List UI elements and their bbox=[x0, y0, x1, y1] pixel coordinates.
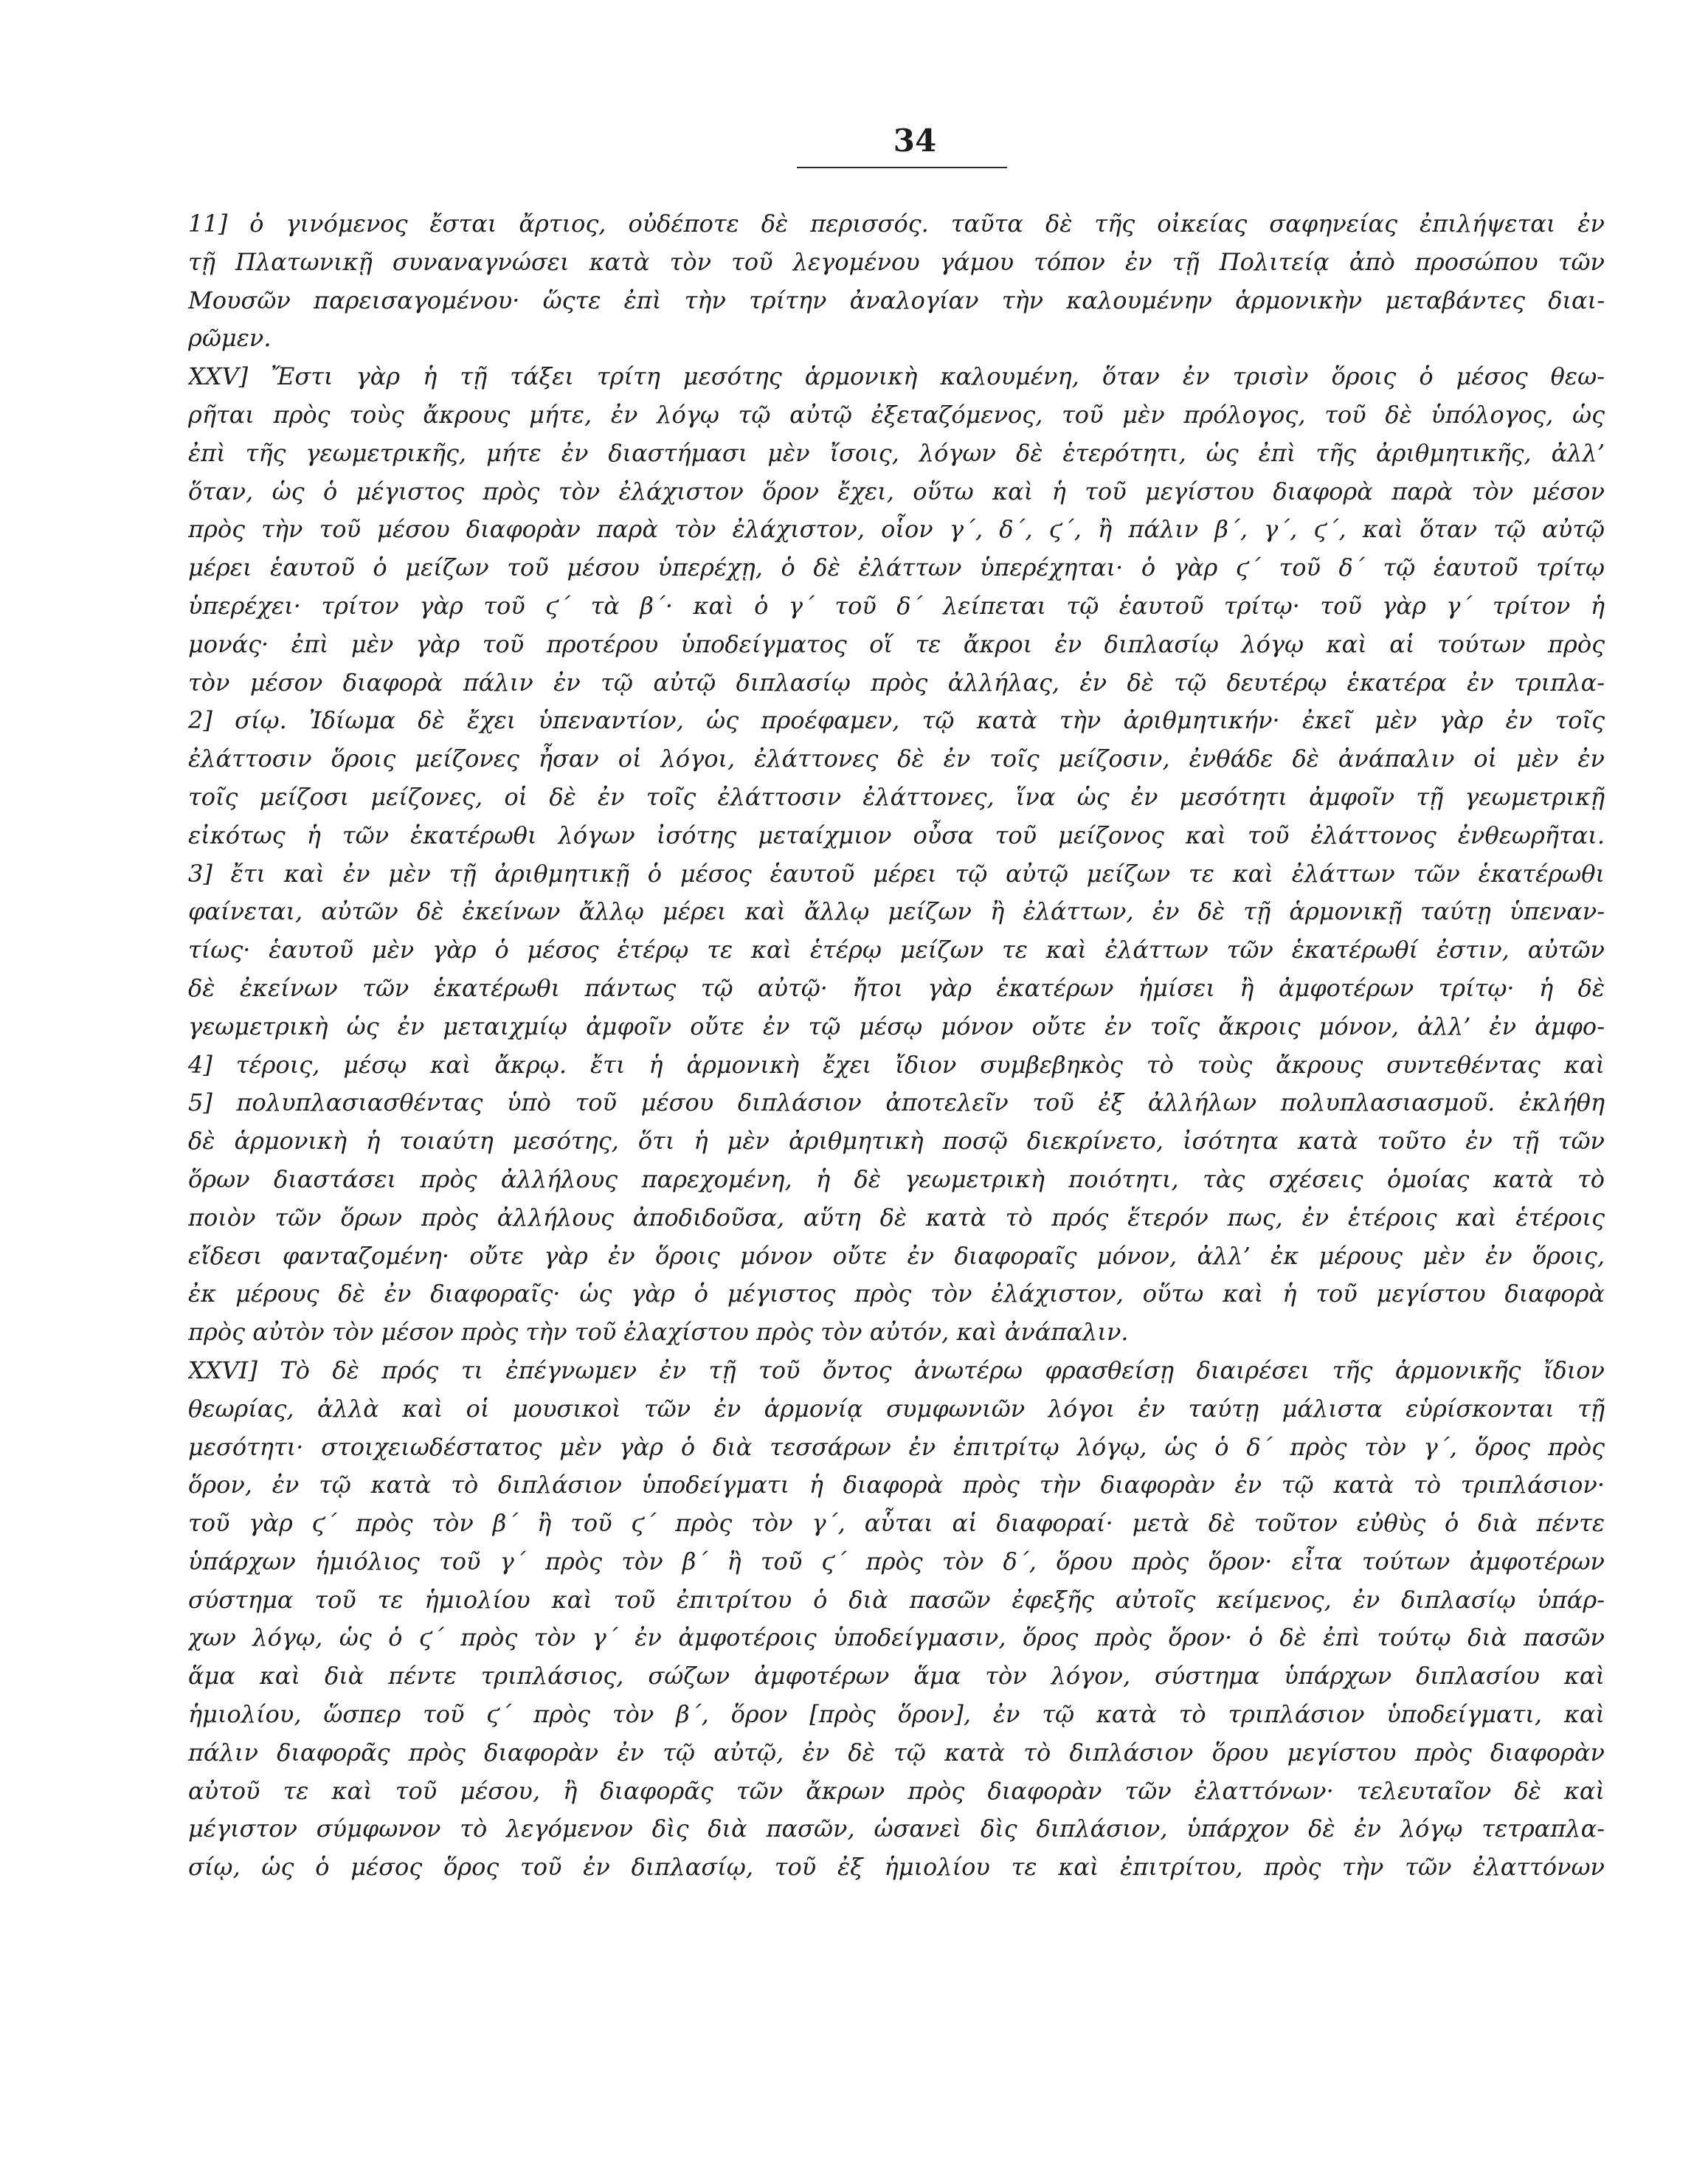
text-line bbox=[188, 1848, 1605, 1887]
text-line-content: Μουσῶν παρεισαγομένου· ὥςτε ἐπὶ τὴν τρίτην ἀναλογίαν τὴν καλουμένην ἁρμονικὴν μεταβάντες διαι- bbox=[188, 286, 1605, 314]
text-line-content: γεωμετρικὴ ὡς ἐν μεταιχμίῳ ἀμφοῖν οὔτε ἐν τῷ μέσῳ μόνον οὔτε ἐν τοῖς ἄκροις μόνον, ἀλλ’ ἐν ἀμφο- bbox=[188, 1012, 1605, 1040]
text-line-content: χων λόγῳ, ὡς ὁ ϛ΄ πρὸς τὸν γ΄ ἐν ἀμφοτέροις ὑποδείγμασιν, ὅρος πρὸς ὅρον· ὁ δὲ ἐπὶ τούτῳ διὰ πασῶν bbox=[188, 1623, 1605, 1652]
text-line bbox=[188, 1352, 1605, 1390]
text-line-content: δὲ ἐκείνων τῶν ἑκατέρωθι πάντως τῷ αὐτῷ· ἤτοι γὰρ ἑκατέρων ἡμίσει ἢ ἀμφοτέρων τρίτῳ· ἡ δὲ bbox=[188, 973, 1605, 1002]
text-line-content: ἐπὶ τῆς γεωμετρικῆς, μήτε ἐν διαστήμασι μὲν ἴσοις, λόγων δὲ ἑτερότητι, ὡς ἐπὶ τῆς ἀριθμητικῆς, ἀλλ’ bbox=[188, 438, 1605, 467]
text-line-content: πρὸς αὐτὸν τὸν μέσον πρὸς τὴν τοῦ ἐλαχίστου πρὸς τὸν αὐτόν, καὶ ἀνάπαλιν. bbox=[188, 1318, 1129, 1347]
text-line-content: 2] σίῳ. Ἰδίωμα δὲ ἔχει ὑπεναντίον, ὡς προέφαμεν, τῷ κατὰ τὴν ἀριθμητικήν· ἐκεῖ μὲν γὰρ ἐν τοῖς bbox=[188, 706, 1605, 735]
text-line bbox=[188, 1008, 1605, 1046]
text-line-content: σίῳ, ὡς ὁ μέσος ὅρος τοῦ ἐν διπλασίῳ, τοῦ ἐξ ἡμιολίου τε καὶ ἐπιτρίτου, πρὸς τὴν τῶν ἐλαττόνων bbox=[188, 1853, 1605, 1882]
text-line bbox=[188, 1657, 1605, 1696]
text-line-content: αὐτοῦ τε καὶ τοῦ μέσου, ἢ διαφορᾶς τῶν ἄκρων πρὸς διαφορὰν τῶν ἐλαττόνων· τελευταῖον δὲ καὶ bbox=[188, 1776, 1605, 1805]
text-line-content: ἐλάττοσιν ὅροις μείζονες ἦσαν οἱ λόγοι, ἐλάττονες δὲ ἐν τοῖς μείζοσιν, ἐνθάδε δὲ ἀνάπαλιν οἱ μὲν ἐν bbox=[188, 745, 1605, 773]
text-line bbox=[188, 1581, 1605, 1620]
text-line bbox=[188, 1161, 1605, 1199]
text-line-content: 4] τέροις, μέσῳ καὶ ἄκρῳ. ἔτι ἡ ἁρμονικὴ ἔχει ἴδιον συμβεβηκὸς τὸ τοὺς ἄκρους συντεθέντας καὶ bbox=[188, 1050, 1605, 1079]
text-line bbox=[188, 855, 1605, 894]
text-line bbox=[188, 205, 1605, 244]
text-line bbox=[188, 1696, 1605, 1734]
text-line-content: μέγιστον σύμφωνον τὸ λεγόμενον δὶς διὰ πασῶν, ὡσανεὶ δὶς διπλάσιον, ὑπάρχον δὲ ἐν λόγῳ τετραπλα- bbox=[188, 1814, 1605, 1843]
text-line bbox=[188, 778, 1605, 817]
text-line-content: 11] ὁ γινόμενος ἔσται ἄρτιος, οὐδέποτε δὲ περισσός. ταῦτα δὲ τῆς οἰκείας σαφηνείας ἐπιλήψεται ἐν bbox=[188, 210, 1605, 238]
text-line bbox=[188, 244, 1605, 282]
text-line-content: μονάς· ἐπὶ μὲν γὰρ τοῦ προτέρου ὑποδείγματος οἵ τε ἄκροι ἐν διπλασίῳ λόγῳ καὶ αἱ τούτων πρὸς bbox=[188, 629, 1605, 658]
text-line-content: τίως· ἑαυτοῦ μὲν γὰρ ὁ μέσος ἑτέρῳ τε καὶ ἑτέρῳ μείζων τε καὶ ἐλάττων τῶν ἑκατέρωθί ἐστιν, αὐτῶν bbox=[188, 936, 1605, 964]
text-line bbox=[188, 1543, 1605, 1581]
text-line-content: σύστημα τοῦ τε ἡμιολίου καὶ τοῦ ἐπιτρίτου ὁ διὰ πασῶν ἐφεξῆς αὐτοῖς κείμενος, ἐν διπλασίῳ ὑπάρ- bbox=[188, 1585, 1605, 1614]
text-line-content: εἰκότως ἡ τῶν ἑκατέρωθι λόγων ἰσότης μεταίχμιον οὖσα τοῦ μείζονος καὶ τοῦ ἐλάττονος ἐνθεωρῆται. bbox=[188, 821, 1605, 849]
text-line bbox=[188, 740, 1605, 778]
text-line-content: XXV] Ἔστι γὰρ ἡ τῇ τάξει τρίτη μεσότης ἁρμονικὴ καλουμένη, ὅταν ἐν τρισὶν ὅροις ὁ μέσος θεω- bbox=[188, 362, 1605, 391]
text-line bbox=[188, 549, 1605, 587]
text-line-content: θεωρίας, ἀλλὰ καὶ οἱ μουσικοὶ τῶν ἐν ἁρμονίᾳ συμφωνιῶν λόγοι ἐν ταύτῃ μάλιστα εὑρίσκονται τῇ bbox=[188, 1394, 1605, 1423]
header-rule bbox=[797, 167, 1007, 168]
text-line bbox=[188, 1390, 1605, 1429]
text-line bbox=[188, 1199, 1605, 1237]
text-line bbox=[188, 1122, 1605, 1161]
text-line-content: ὅρων διαστάσει πρὸς ἀλλήλους παρεχομένη, ἡ δὲ γεωμετρικὴ ποιότητι, τὰς σχέσεις ὁμοίας κατὰ τὸ bbox=[188, 1164, 1605, 1193]
text-line-content: πάλιν διαφορᾶς πρὸς διαφορὰν ἐν τῷ αὐτῷ, ἐν δὲ τῷ κατὰ τὸ διπλάσιον ὅρου μεγίστου πρὸς διαφορὰν bbox=[188, 1738, 1605, 1767]
text-line bbox=[188, 1619, 1605, 1657]
text-line bbox=[188, 320, 1605, 358]
text-line bbox=[188, 358, 1605, 396]
text-line bbox=[188, 473, 1605, 511]
text-line bbox=[188, 1237, 1605, 1276]
text-line-content: ἅμα καὶ διὰ πέντε τριπλάσιος, σώζων ἀμφοτέρων ἅμα τὸν λόγον, σύστημα ὑπάρχων διπλασίου καὶ bbox=[188, 1662, 1605, 1691]
text-line bbox=[188, 511, 1605, 549]
text-line bbox=[188, 626, 1605, 664]
text-line-content: μεσότητι· στοιχειωδέστατος μὲν γὰρ ὁ διὰ τεσσάρων ἐν ἐπιτρίτῳ λόγῳ, ὡς ὁ δ΄ πρὸς τὸν γ΄, ὅρος πρὸς bbox=[188, 1432, 1605, 1461]
text-line bbox=[188, 1275, 1605, 1313]
text-line bbox=[188, 1084, 1605, 1122]
text-line-content: τὸν μέσον διαφορὰ πάλιν ἐν τῷ αὐτῷ διπλασίῳ πρὸς ἀλλήλας, ἐν δὲ τῷ δευτέρῳ ἑκατέρα ἐν τριπλα- bbox=[188, 668, 1605, 697]
text-line bbox=[188, 1046, 1605, 1085]
text-line-content: 3] ἔτι καὶ ἐν μὲν τῇ ἀριθμητικῇ ὁ μέσος ἑαυτοῦ μέρει τῷ αὐτῷ μείζων τε καὶ ἐλάττων τῶν ἑκατέρωθι bbox=[188, 859, 1605, 888]
text-line bbox=[188, 817, 1605, 855]
text-line bbox=[188, 1429, 1605, 1467]
text-line bbox=[188, 931, 1605, 970]
text-line-content: ὅταν, ὡς ὁ μέγιστος πρὸς τὸν ἐλάχιστον ὅρον ἔχει, οὕτω καὶ ἡ τοῦ μεγίστου διαφορὰ παρὰ τὸν μέσον bbox=[188, 477, 1605, 505]
text-line bbox=[188, 702, 1605, 740]
text-line bbox=[188, 893, 1605, 931]
text-line-content: ὑπερέχει· τρίτον γὰρ τοῦ ϛ΄ τὰ β΄· καὶ ὁ γ΄ τοῦ δ΄ λείπεται τῷ ἑαυτοῦ τρίτῳ· τοῦ γὰρ γ΄ τρίτον ἡ bbox=[188, 591, 1605, 620]
text-line bbox=[188, 1734, 1605, 1772]
text-line-content: ρῆται πρὸς τοὺς ἄκρους μήτε, ἐν λόγῳ τῷ αὐτῷ ἐξεταζόμενος, τοῦ μὲν πρόλογος, τοῦ δὲ ὑπόλογος, ὡς bbox=[188, 400, 1605, 429]
text-line-content: ὑπάρχων ἡμιόλιος τοῦ γ΄ πρὸς τὸν β΄ ἢ τοῦ ϛ΄ πρὸς τὸν δ΄, ὅρου πρὸς ὅρον· εἶτα τούτων ἀμφοτέρων bbox=[188, 1547, 1605, 1575]
text-line-content: τοῖς μείζοσι μείζονες, οἱ δὲ ἐν τοῖς ἐλάττοσιν ἐλάττονες, ἵνα ὡς ἐν μεσότητι ἀμφοῖν τῇ γεωμετρικῇ bbox=[188, 782, 1605, 811]
text-line bbox=[188, 1466, 1605, 1505]
text-line-content: εἴδεσι φανταζομένη· οὔτε γὰρ ἐν ὅροις μόνον οὔτε ἐν διαφοραῖς μόνον, ἀλλ’ ἐκ μέρους μὲν ἐν ὅροις, bbox=[188, 1241, 1605, 1270]
text-line-content: XXVI] Τὸ δὲ πρός τι ἐπέγνωμεν ἐν τῇ τοῦ ὄντος ἀνωτέρω φρασθείσῃ διαιρέσει τῆς ἁρμονικῆς ἴδιον bbox=[188, 1356, 1605, 1384]
text-line bbox=[188, 282, 1605, 320]
text-line-content: τῇ Πλατωνικῇ συναναγνώσει κατὰ τὸν τοῦ λεγομένου γάμου τόπον ἐν τῇ Πολιτείᾳ ἀπὸ προσώπου τῶν bbox=[188, 247, 1605, 276]
text-line bbox=[188, 435, 1605, 473]
text-line bbox=[188, 396, 1605, 435]
text-line-content: ρῶμεν. bbox=[188, 324, 272, 353]
text-line-content: δὲ ἁρμονικὴ ἡ τοιαύτη μεσότης, ὅτι ἡ μὲν ἀριθμητικὴ ποσῷ διεκρίνετο, ἰσότητα κατὰ τοῦτο ἐν τῇ τῶν bbox=[188, 1127, 1605, 1156]
text-body bbox=[188, 205, 1605, 1887]
text-line bbox=[188, 1810, 1605, 1848]
text-line-content: τοῦ γὰρ ϛ΄ πρὸς τὸν β΄ ἢ τοῦ ϛ΄ πρὸς τὸν γ΄, αὗται αἱ διαφοραί· μετὰ δὲ τοῦτον εὐθὺς ὁ διὰ πέντε bbox=[188, 1509, 1605, 1538]
text-line bbox=[188, 1772, 1605, 1811]
text-line bbox=[188, 1505, 1605, 1543]
text-line bbox=[188, 587, 1605, 626]
text-line bbox=[188, 1313, 1605, 1352]
text-line-content: μέρει ἑαυτοῦ ὁ μείζων τοῦ μέσου ὑπερέχῃ, ὁ δὲ ἐλάττων ὑπερέχηται· ὁ γὰρ ϛ΄ τοῦ δ΄ τῷ ἑαυτοῦ τρίτῳ bbox=[188, 553, 1605, 582]
text-line-content: 5] πολυπλασιασθέντας ὑπὸ τοῦ μέσου διπλάσιον ἀποτελεῖν τοῦ ἐξ ἀλλήλων πολυπλασιασμοῦ. ἐκλήθη bbox=[188, 1088, 1605, 1117]
text-line-content: πρὸς τὴν τοῦ μέσου διαφορὰν παρὰ τὸν ἐλάχιστον, οἷον γ΄, δ΄, ϛ΄, ἢ πάλιν β΄, γ΄, ϛ΄, καὶ ὅταν τῷ αὐτῷ bbox=[188, 515, 1605, 544]
text-line-content: ἡμιολίου, ὥσπερ τοῦ ϛ΄ πρὸς τὸν β΄, ὅρον [πρὸς ὅρον], ἐν τῷ κατὰ τὸ τριπλάσιον ὑποδείγματι, καὶ bbox=[188, 1700, 1605, 1729]
page-number: 34 bbox=[893, 122, 937, 159]
text-line-content: ἐκ μέρους δὲ ἐν διαφοραῖς· ὡς γὰρ ὁ μέγιστος πρὸς τὸν ἐλάχιστον, οὕτω καὶ ἡ τοῦ μεγίστου διαφορὰ bbox=[188, 1280, 1605, 1308]
text-line bbox=[188, 970, 1605, 1008]
text-line-content: ὅρον, ἐν τῷ κατὰ τὸ διπλάσιον ὑποδείγματι ἡ διαφορὰ πρὸς τὴν διαφορὰν ἐν τῷ κατὰ τὸ τριπλάσιον· bbox=[188, 1471, 1605, 1499]
text-line-content: ποιὸν τῶν ὅρων πρὸς ἀλλήλους ἀποδιδοῦσα, αὕτη δὲ κατὰ τὸ πρός ἕτερόν πως, ἐν ἑτέροις καὶ ἑτέροις bbox=[188, 1203, 1605, 1232]
text-line bbox=[188, 664, 1605, 702]
text-line-content: φαίνεται, αὐτῶν δὲ ἐκείνων ἄλλῳ μέρει καὶ ἄλλῳ μείζων ἢ ἐλάττων, ἐν δὲ τῇ ἁρμονικῇ ταύτῃ ὑπεναν- bbox=[188, 897, 1605, 926]
